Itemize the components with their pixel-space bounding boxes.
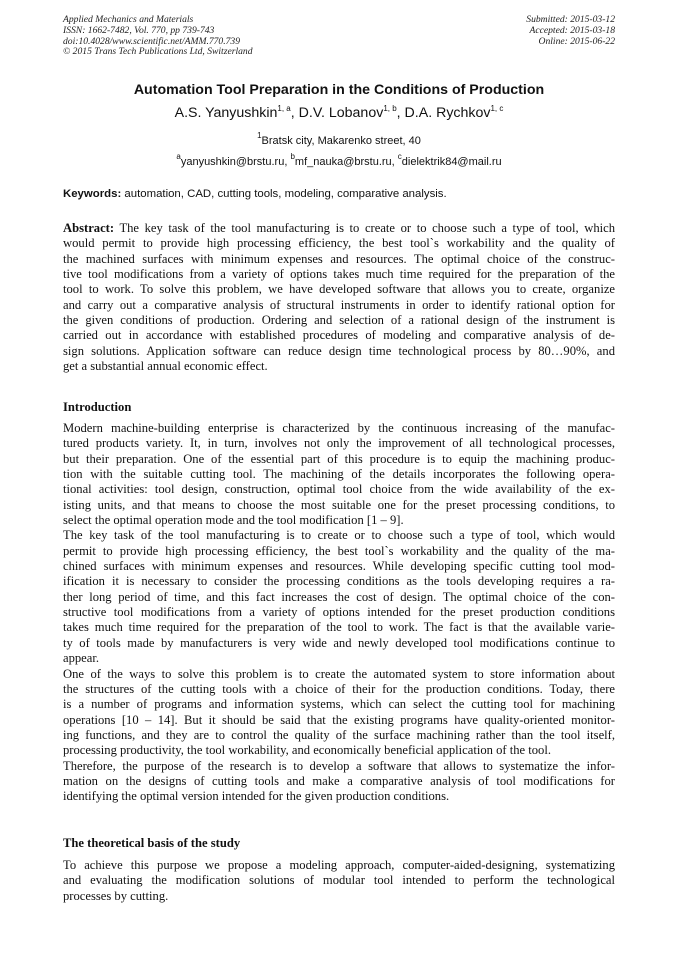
affiliation [40,131,638,147]
body-line: but their preparation. One of the essential part of this procedure is to equip the machining produc- [63,451,615,466]
author-affiliation-mark: 1, c [490,104,504,113]
body-line: Therefore, the purpose of the research is to develop a software that allows to systematize the infor- [63,758,615,773]
introduction-body [63,421,615,805]
email: yanyushkin@brstu.ru [180,156,285,168]
author-name: D.V. Lobanov [298,105,384,121]
body-line: and evaluating the modification solutions of modular tool intended to perform the technological [63,873,615,888]
abstract-line: carried out in accordance with established procedures of modeling and comparative analysis of de- [63,328,615,343]
affiliation-text: Bratsk city, Makarenko street, 40 [261,135,421,147]
theoretical-basis-body [63,858,615,904]
keywords-text: automation, CAD, cutting tools, modeling, comparative analysis. [124,188,447,200]
journal-copyright: © 2015 Trans Tech Publications Ltd, Switzerland [63,46,253,58]
section-heading-introduction: Introduction [63,400,132,414]
body-line: The key task of the tool manufacturing is to create or to choose such a type of tool, which would [63,528,615,543]
body-line: processing productivity, the tool workability, and economically beneficial application of the tool. [63,743,551,758]
abstract-line: the machined surfaces with minimum expenses and resources. The optimal choice of the construc- [63,251,615,266]
body-line: ification it is necessary to consider the processing conditions as the tools developing requires a ra- [63,574,615,589]
abstract-line: the given conditions of production. Ordering and selection of a rational design of the instrument is [63,313,615,328]
body-line: One of the ways to solve this problem is to create the automated system to store information about [63,666,615,681]
abstract-line: Abstract: The key task of the tool manufacturing is to create or to choose such a type of tool, which [63,221,615,235]
keywords-label: Keywords: [63,188,122,200]
body-line: operations [10 – 14]. But it should be said that the existing programs have quality-oriented monitor- [63,712,615,727]
abstract-line: sign solutions. Application software can reduce design time technological process by 80…90%, and [63,343,615,358]
section-heading-theoretical-basis: The theoretical basis of the study [63,836,241,850]
abstract-line: and carry out a comparative analysis of structural instruments in order to identify rational option for [63,297,615,312]
author-affiliation-mark: 1, b [383,104,397,113]
abstract-line: would permit to provide high processing efficiency, the best tool`s workability and the quality of [63,236,615,251]
body-line: takes much time required for the preparation of the tool to work. The fact is that the available varie- [63,620,615,635]
abstract [63,221,615,374]
author-affiliation-mark: 1, a [277,104,291,113]
body-line: mation on the designs of cutting tools and make a comparative analysis of tool modifications for [63,773,615,788]
email-mark: a [176,152,181,161]
email-mark: b [290,152,295,161]
journal-doi: doi:10.4028/www.scientific.net/AMM.770.739 [63,35,241,47]
body-line: To achieve this purpose we propose a modeling approach, computer-aided-designing, systematizing [63,858,615,872]
author-name: D.A. Rychkov [404,105,491,121]
abstract-label: Abstract: [63,221,115,235]
body-line: chined surfaces with minimum expenses and resources. While developing specific cutting tool mod- [63,559,615,574]
affiliation-mark: 1 [257,131,262,140]
paper-title: Automation Tool Preparation in the Conditions of Production [133,82,545,98]
body-line: Modern machine-building enterprise is characterized by the continuous increasing of the manufac- [63,421,615,435]
journal-header-right [526,15,615,47]
accepted-date: Accepted: 2015-03-18 [529,24,615,36]
body-line: the structures of the cutting tools with a choice of their for the production conditions. Today, there [63,681,615,696]
journal-issn: ISSN: 1662-7482, Vol. 770, pp 739-743 [63,24,215,36]
submitted-date: Submitted: 2015-03-12 [526,14,615,25]
email: mf_nauka@brstu.ru [294,156,392,168]
body-line: ty of tools made by manufacturers is very wide and newly developed tool modifications continue to [63,635,615,650]
body-line: appear. [63,651,100,666]
author-list: A.S. Yanyushkin$^{1, a}$, D.V. Lobanov$^{1, b}$, D.A. Rychkov$^{1, c}$ [174,104,504,121]
abstract-line: tive tool modifications from a variety of options takes much time required for the preparation of the [63,267,615,282]
body-line: ther long period of time, and this fact increases the cost of design. The optimal choice of the con- [63,589,615,604]
body-line: processes by cutting. [63,888,169,903]
keywords [63,188,615,200]
body-line: tional activities: tool design, construction, optimal tool choice from the wide availability of the ex- [63,482,615,497]
abstract-line: get a substantial annual economic effect. [63,359,268,374]
abstract-line: tool to work. To solve this problem, we have developed software that allows you to create, organize [63,282,615,297]
author-emails: $^a$yanyushkin@brstu.ru, $^b$mf_nauka@brstu.ru, $^c$dielektrik84@mail.ru [176,152,502,168]
email-mark: c [397,152,402,161]
body-line: select the optimal operation mode and the tool modification [1 – 9]. [63,513,404,528]
body-line: ing functions, and they are to control the quality of the surface machining rather than the tool itself, [63,727,615,742]
author-name: A.S. Yanyushkin [174,105,278,121]
body-line: identifying the optimal version intended for the given production conditions. [63,789,450,804]
body-line: structive tool modifications from a variety of options intended for the preset production conditions [63,605,615,620]
journal-name: Applied Mechanics and Materials [63,14,194,25]
body-line: tured products variety. It, in turn, involves not only the improvement of all technological processes, [63,436,615,451]
body-line: is a number of programs and information systems, which can select the cutting tool for machining [63,697,615,712]
body-line: tion with the suitable cutting tool. The machining of the details incorporates the following opera- [63,467,615,482]
body-line: isting units, and that means to choose the most suitable one for the preset processing conditions, to [63,497,615,512]
email: dielektrik84@mail.ru [401,156,502,168]
body-line: permit to provide high processing efficiency, the best tool`s workability and the quality of the ma- [63,543,615,558]
online-date: Online: 2015-06-22 [538,35,615,47]
journal-header-left [63,15,253,58]
